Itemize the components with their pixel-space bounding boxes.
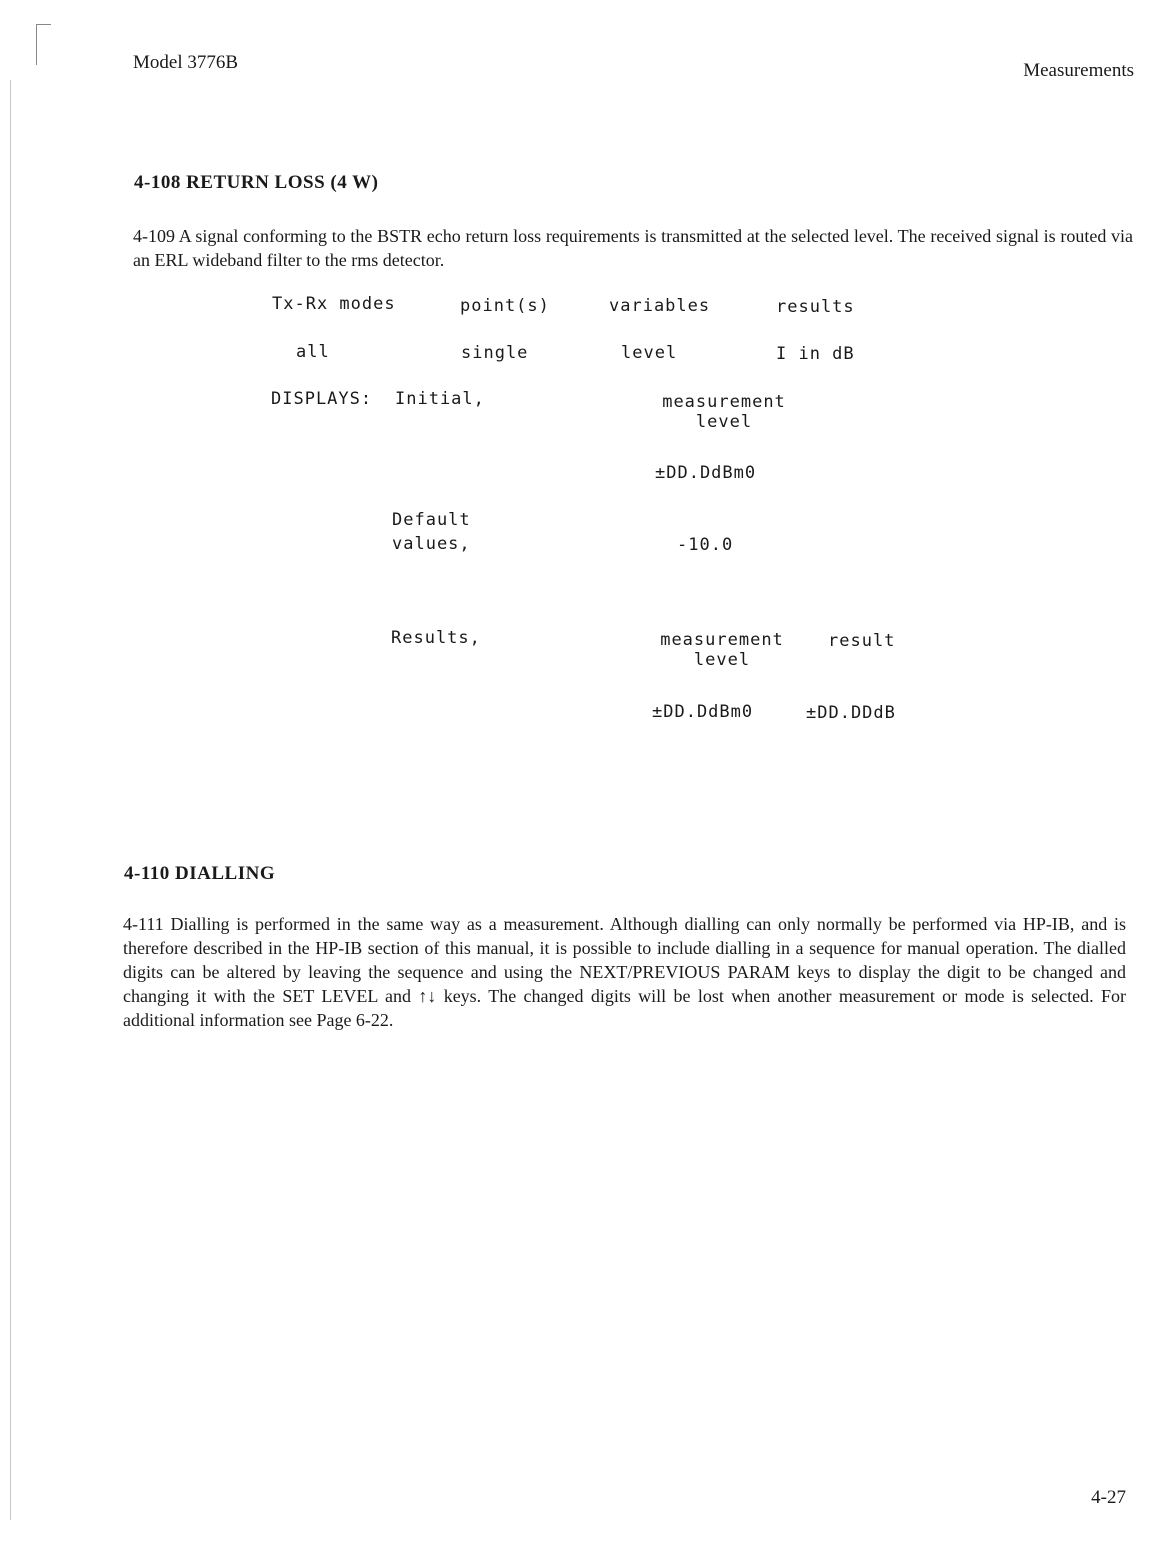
initial-format: ±DD.DdBm0: [655, 463, 757, 483]
default-label: [392, 508, 471, 556]
paragraph-4-109: [133, 224, 1133, 272]
table-header-variables: variables: [609, 296, 711, 316]
results-measurement-label: [642, 630, 802, 670]
section-heading-dialling: 4-110 DIALLING: [124, 863, 276, 884]
default-label-line2: values,: [392, 534, 471, 554]
paragraph-4-111: [123, 912, 1126, 1032]
paragraph-text: A signal conforming to the BSTR echo return loss requirements is transmitted at the selected level. The received signal is routed via an ERL wideband filter to the rms detector.: [133, 226, 1133, 270]
results-result-label: result: [828, 631, 896, 651]
table-cell-results: I in dB: [776, 344, 855, 364]
table-cell-variables: level: [621, 343, 678, 363]
table-cell-mode: all: [296, 342, 330, 362]
section-heading-return-loss: 4-108 RETURN LOSS (4 W): [134, 172, 379, 193]
page-corner-mark: [36, 24, 51, 65]
results-measurement-line2: level: [693, 650, 751, 670]
initial-measurement-line2: level: [695, 412, 753, 432]
paragraph-number: 4-109: [133, 226, 175, 246]
page-number: 4-27: [1091, 1487, 1126, 1508]
table-header-results: results: [776, 297, 855, 317]
results-format-result: ±DD.DDdB: [806, 703, 896, 723]
paragraph-text: Dialling is performed in the same way as a measurement. Although dialling can only normally be performed via HP-IB, and is therefore described in the HP-IB section of this manual, it is possible to include dialling in a sequence for manual operation. The dialled digits can be altered by leaving the sequence and using the NEXT/PREVIOUS PARAM keys to display the digit to be changed and changing it with the SET LEVEL and ↑↓ keys. The changed digits will be lost when another measurement or mode is selected. For additional information see Page 6-22.: [123, 914, 1127, 1030]
results-measurement-line1: measurement: [660, 630, 784, 650]
displays-label: DISPLAYS:: [271, 389, 373, 409]
displays-initial-label: Initial,: [395, 389, 485, 409]
header-section: Measurements: [1023, 60, 1134, 81]
default-label-line1: Default: [392, 510, 471, 530]
results-format-level: ±DD.DdBm0: [652, 702, 754, 722]
default-value: -10.0: [677, 535, 734, 555]
header-model: Model 3776B: [133, 52, 239, 73]
binder-edge-line: [10, 80, 11, 1520]
table-header-tx-rx-modes: Tx-Rx modes: [272, 294, 396, 314]
results-label: Results,: [391, 628, 481, 648]
table-header-points: point(s): [460, 296, 550, 316]
initial-measurement-label: [644, 392, 804, 432]
paragraph-number: 4-111: [123, 914, 164, 934]
table-cell-points: single: [461, 343, 529, 363]
initial-measurement-line1: measurement: [662, 392, 786, 412]
